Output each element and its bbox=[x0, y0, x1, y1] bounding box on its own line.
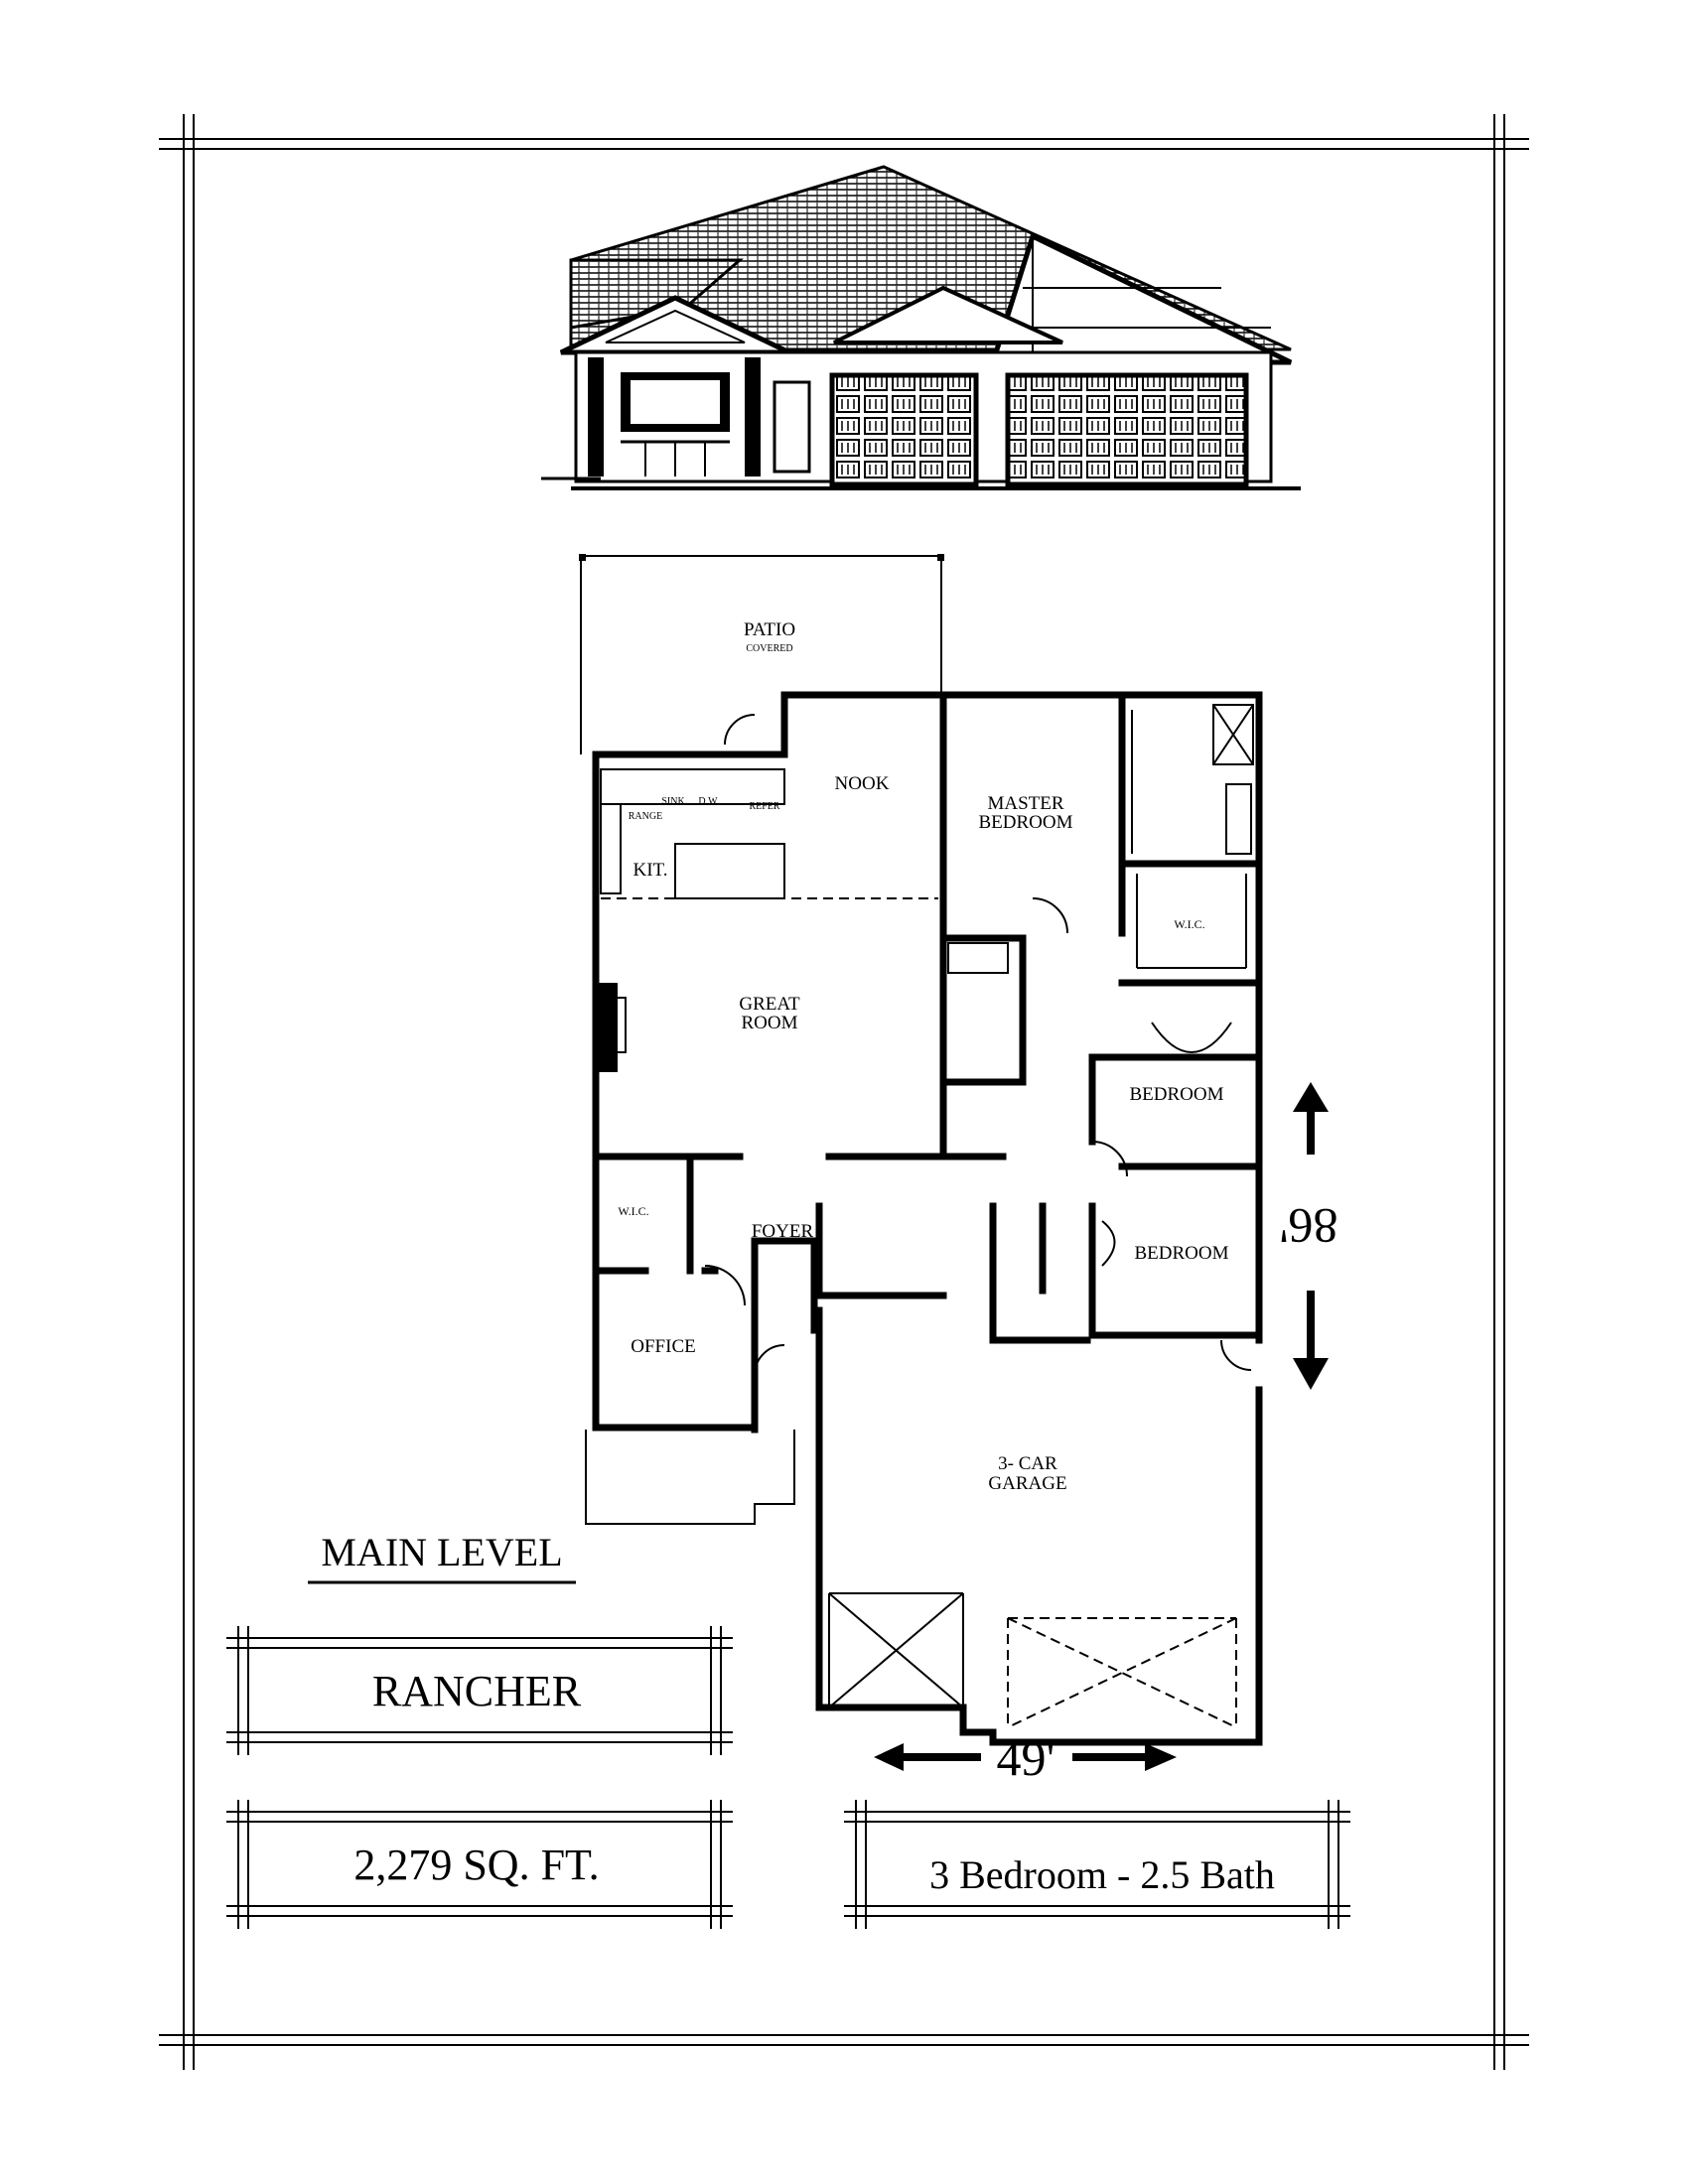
front-elevation-drawing bbox=[541, 167, 1301, 488]
bedroom-bath-count: 3 Bedroom - 2.5 Bath bbox=[929, 1852, 1275, 1897]
label-master-bedroom-1: MASTER bbox=[987, 793, 1064, 814]
label-bedroom-1: BEDROOM bbox=[1129, 1084, 1224, 1105]
depth-dimension bbox=[1279, 1082, 1337, 1390]
label-master-bedroom-2: BEDROOM bbox=[978, 812, 1073, 833]
label-garage-1: 3- CAR bbox=[998, 1453, 1057, 1474]
label-dishwasher: D.W bbox=[698, 796, 718, 807]
main-level-title: MAIN LEVEL bbox=[321, 1530, 563, 1574]
label-kitchen: KIT. bbox=[633, 860, 668, 881]
info-box-area bbox=[226, 1800, 733, 1929]
label-patio-covered: COVERED bbox=[746, 643, 793, 654]
label-bedroom-2: BEDROOM bbox=[1134, 1243, 1229, 1264]
info-box-rooms bbox=[844, 1800, 1350, 1929]
level-title bbox=[308, 1530, 576, 1582]
label-range: RANGE bbox=[628, 811, 663, 822]
width-dimension-label: 49' bbox=[996, 1730, 1055, 1786]
width-dimension bbox=[874, 1730, 1177, 1786]
label-office: OFFICE bbox=[631, 1336, 696, 1357]
style-name: RANCHER bbox=[371, 1667, 582, 1715]
label-refrigerator: REFER bbox=[749, 801, 780, 812]
label-foyer: FOYER bbox=[751, 1221, 814, 1242]
label-patio: PATIO bbox=[743, 619, 796, 640]
label-garage-2: GARAGE bbox=[988, 1473, 1067, 1494]
label-great-room-1: GREAT bbox=[739, 994, 800, 1015]
label-nook: NOOK bbox=[834, 773, 890, 794]
label-master-wic: W.I.C. bbox=[1174, 917, 1205, 931]
floor-plan bbox=[579, 554, 1259, 1742]
info-box-style bbox=[226, 1626, 733, 1755]
square-footage: 2,279 SQ. FT. bbox=[353, 1841, 600, 1889]
label-sink: SINK bbox=[661, 796, 685, 807]
label-great-room-2: ROOM bbox=[741, 1013, 798, 1033]
depth-dimension-label: 86' bbox=[1279, 1198, 1338, 1255]
patio-outline bbox=[579, 554, 944, 754]
label-office-wic: W.I.C. bbox=[618, 1204, 649, 1218]
